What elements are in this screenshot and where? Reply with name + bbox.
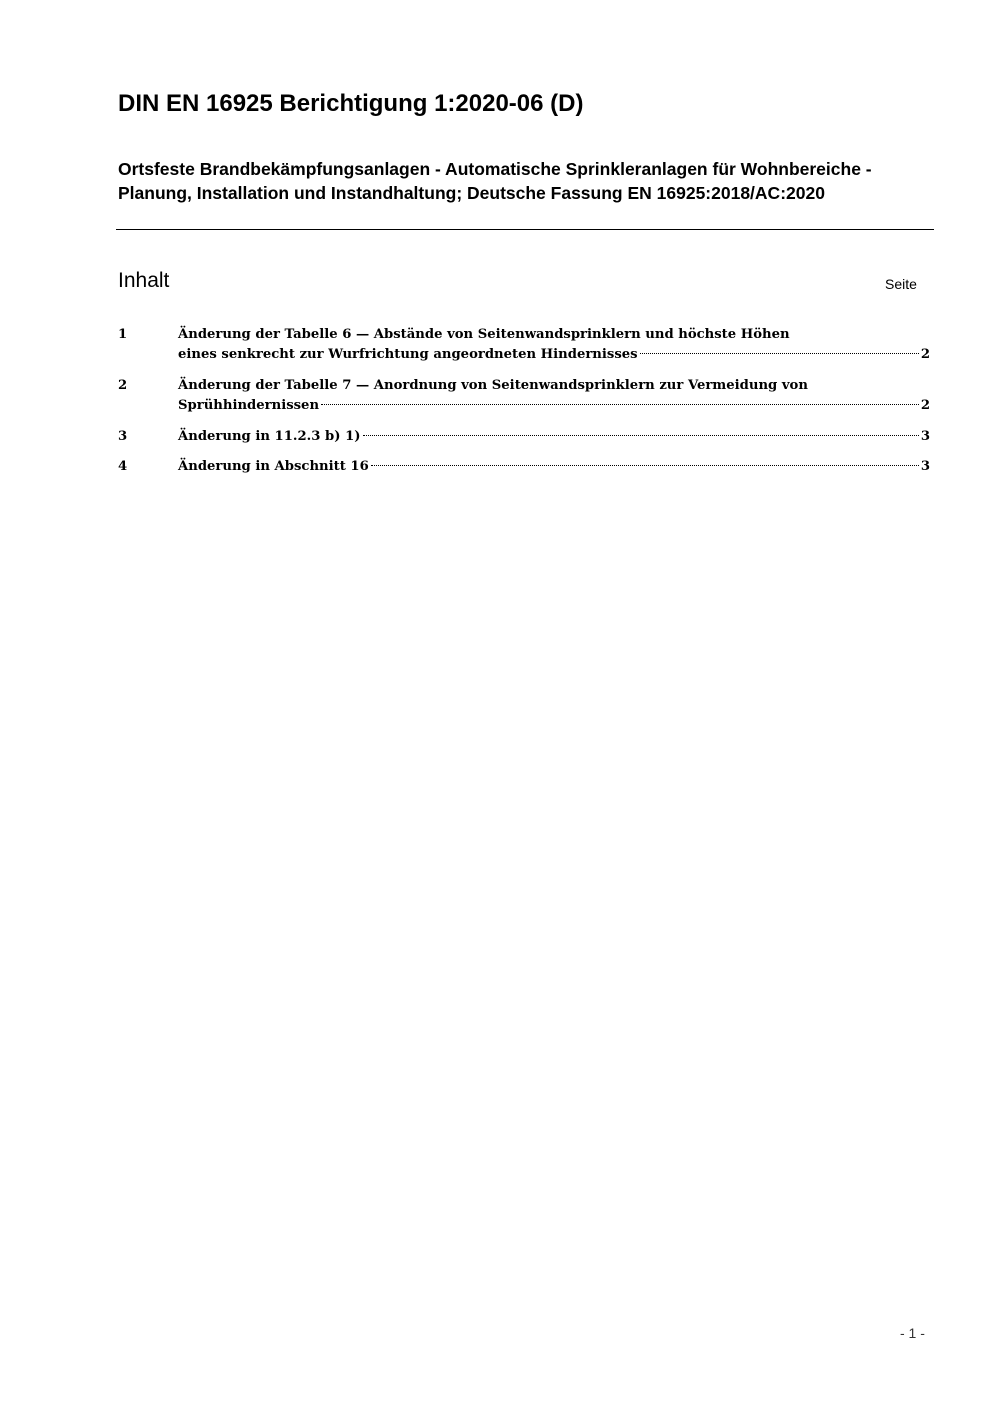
toc-entry-title: Änderung in Abschnitt 16 [178,459,369,474]
toc-heading: Inhalt [118,269,170,292]
toc-entry-number: 4 [118,459,128,474]
toc-dot-leader [321,404,919,405]
title-divider [116,229,934,230]
toc-entry-2[interactable] [118,376,930,416]
toc-entry-title-line1: Änderung der Tabelle 6 — Abstände von Seitenwandsprinklern und höchste Höhen [178,327,790,342]
document-subtitle: Ortsfeste Brandbekämpfungsanlagen - Automatische Sprinkleranlagen für Wohnbereiche - Planung, Installation und Instandhaltung; Deutsche Fassung EN 16925:2018/AC:2020 [118,159,872,203]
toc-entry-1[interactable] [118,325,930,365]
toc-entry-page: 2 [920,398,930,413]
toc-entry-title-line2: eines senkrecht zur Wurfrichtung angeordneten Hindernisses [178,347,638,362]
toc-entry-page: 2 [920,347,930,362]
toc-entry-4[interactable] [118,457,930,477]
toc-entry-page: 3 [920,429,930,444]
toc-entry-title-line2: Sprühhindernissen [178,398,320,413]
document-title: DIN EN 16925 Berichtigung 1:2020-06 (D) [118,90,584,117]
toc-entry-3[interactable] [118,427,930,447]
toc-entry-number: 3 [118,429,128,444]
toc-entry-title-line1: Änderung der Tabelle 7 — Anordnung von Seitenwandsprinklern zur Vermeidung von [178,378,808,393]
toc-page-column-label: Seite [885,276,917,292]
toc-entry-number: 2 [118,378,128,393]
toc-dot-leader [640,353,919,354]
toc-dot-leader [363,435,919,436]
toc-entry-number: 1 [118,327,128,342]
toc-entry-page: 3 [920,459,930,474]
toc-entry-title: Änderung in 11.2.3 b) 1) [178,429,361,444]
toc-dot-leader [371,465,919,466]
footer-page-number: - 1 - [900,1325,925,1341]
